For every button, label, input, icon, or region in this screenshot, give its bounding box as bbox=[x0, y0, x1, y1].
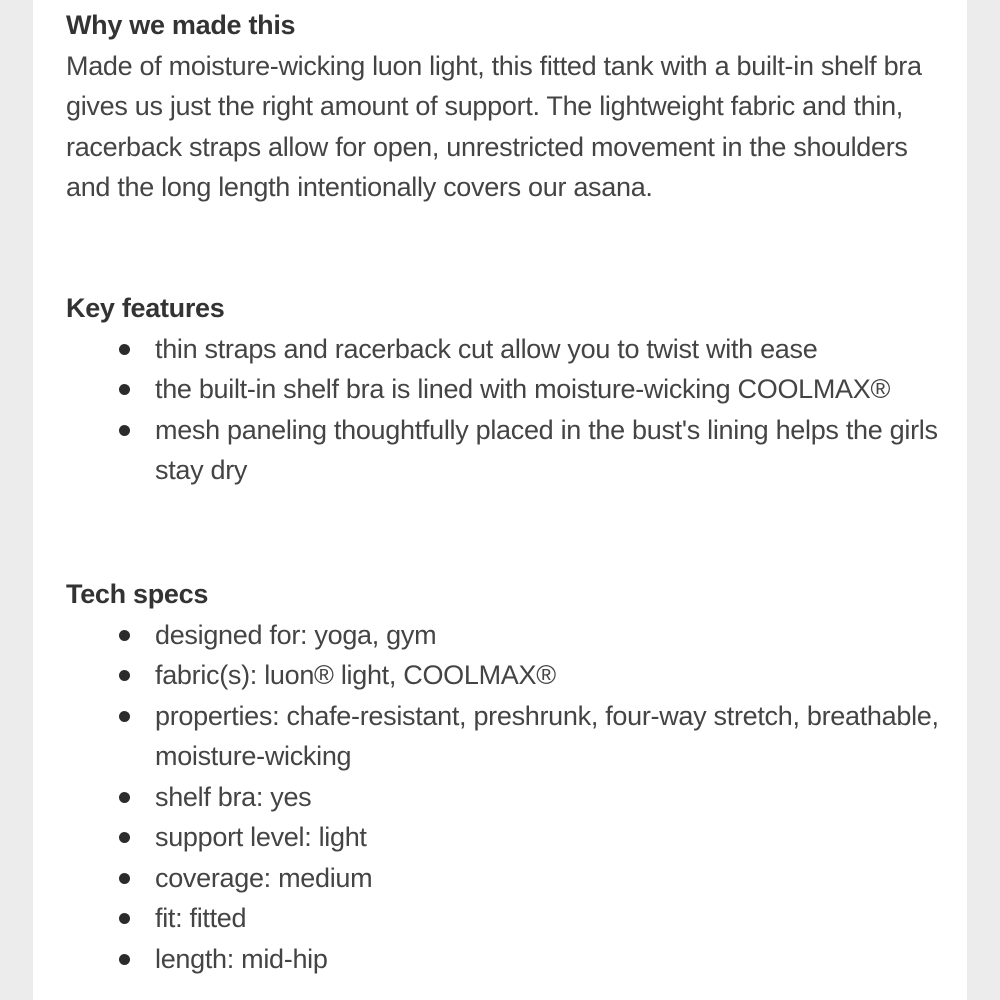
tech-specs-heading: Tech specs bbox=[66, 579, 209, 609]
list-item bbox=[66, 615, 946, 656]
bullet-icon bbox=[119, 425, 130, 436]
why-we-made-this-section bbox=[66, 5, 946, 208]
list-item bbox=[66, 655, 946, 696]
list-item bbox=[66, 777, 946, 818]
key-features-list bbox=[66, 329, 946, 491]
tech-spec-text: designed for: yoga, gym bbox=[155, 619, 437, 650]
tech-spec-text: fit: fitted bbox=[155, 903, 247, 933]
bullet-icon bbox=[119, 630, 130, 641]
list-item bbox=[66, 329, 946, 370]
product-details-page bbox=[33, 0, 967, 1000]
key-feature-text: thin straps and racerback cut allow you to twist with ease bbox=[155, 333, 818, 364]
list-item bbox=[66, 939, 946, 980]
tech-specs-section bbox=[66, 574, 946, 979]
key-feature-text: the built-in shelf bra is lined with moisture-wicking COOLMAX® bbox=[155, 374, 891, 404]
bullet-icon bbox=[119, 954, 130, 965]
key-features-section bbox=[66, 288, 946, 491]
tech-spec-text: length: mid-hip bbox=[155, 943, 328, 974]
tech-spec-text: support level: light bbox=[155, 822, 367, 852]
tech-specs-list bbox=[66, 615, 946, 980]
key-features-heading: Key features bbox=[66, 293, 225, 323]
bullet-icon bbox=[119, 792, 130, 803]
list-item bbox=[66, 410, 946, 491]
why-we-made-this-text: Made of moisture-wicking luon light, this fitted tank with a built-in shelf bra gives us just the right amount of support. The lightweight fabric and thin, racerback straps allow for open, unrestricted movement in the shoulders and the long length intentionally covers our asana. bbox=[66, 50, 922, 202]
list-item bbox=[66, 696, 946, 777]
list-item bbox=[66, 369, 946, 410]
bullet-icon bbox=[119, 384, 130, 395]
tech-spec-text: shelf bra: yes bbox=[155, 781, 312, 812]
list-item bbox=[66, 898, 946, 939]
key-feature-text: mesh paneling thoughtfully placed in the bust's lining helps the girls stay dry bbox=[155, 414, 938, 485]
list-item bbox=[66, 858, 946, 899]
bullet-icon bbox=[119, 344, 130, 355]
bullet-icon bbox=[119, 832, 130, 843]
bullet-icon bbox=[119, 711, 130, 722]
bullet-icon bbox=[119, 670, 130, 681]
tech-spec-text: fabric(s): luon® light, COOLMAX® bbox=[155, 660, 556, 690]
bullet-icon bbox=[119, 913, 130, 924]
tech-spec-text: coverage: medium bbox=[155, 862, 373, 893]
why-we-made-this-heading: Why we made this bbox=[66, 10, 296, 40]
list-item bbox=[66, 817, 946, 858]
bullet-icon bbox=[119, 873, 130, 884]
tech-spec-text: properties: chafe-resistant, preshrunk, four-way stretch, breathable, moisture-wicking bbox=[155, 700, 939, 771]
